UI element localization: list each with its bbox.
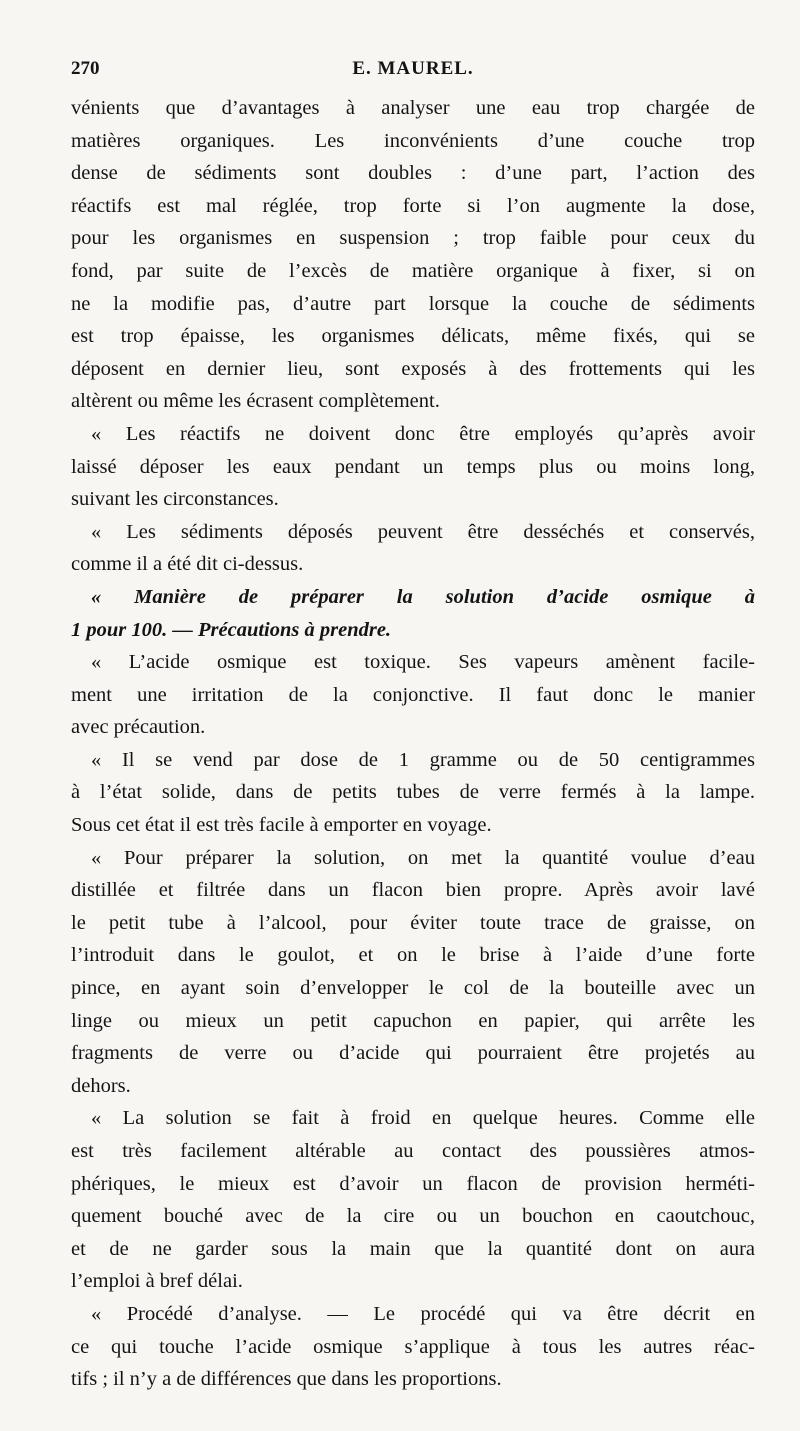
text-line: le petit tube à l’alcool, pour éviter toute trace de graisse, on: [71, 911, 755, 934]
section-heading-line: 1 pour 100. — Précautions à prendre.: [71, 618, 392, 641]
text-line: « Il se vend par dose de 1 gramme ou de 50 centigrammes: [91, 748, 755, 771]
text-line: déposent en dernier lieu, sont exposés à des frottements qui les: [71, 357, 755, 380]
running-head: E. MAUREL.: [352, 58, 474, 79]
text-line: et de ne garder sous la main que la quantité dont on aura: [71, 1237, 755, 1260]
text-line: vénients que d’avantages à analyser une eau trop chargée de: [71, 97, 755, 119]
text-line: linge ou mieux un petit capuchon en papier, qui arrête les: [71, 1009, 755, 1032]
text-line: pince, en ayant soin d’envelopper le col de la bouteille avec un: [71, 977, 755, 1000]
text-line: distillée et filtrée dans un flacon bien propre. Après avoir lavé: [71, 879, 755, 902]
section-heading-line: « Manière de préparer la solution d’acide osmique à: [91, 585, 755, 608]
text-line: réactifs est mal réglée, trop forte si l’on augmente la dose,: [71, 194, 755, 217]
text-line: avec précaution.: [71, 716, 206, 739]
text-line: ce qui touche l’acide osmique s’applique à tous les autres réac-: [71, 1335, 755, 1358]
text-line: « Les réactifs ne doivent donc être employés qu’après avoir: [91, 422, 755, 445]
text-line: est trop épaisse, les organismes délicats, même fixés, qui se: [71, 325, 755, 348]
page-header: [71, 58, 755, 88]
text-line: altèrent ou même les écrasent complètement.: [71, 390, 440, 413]
text-line: fragments de verre ou d’acide qui pourraient être projetés au: [71, 1042, 755, 1065]
text-line: « La solution se fait à froid en quelque heures. Comme elle: [91, 1107, 755, 1130]
text-line: à l’état solide, dans de petits tubes de verre fermés à la lampe.: [71, 781, 755, 804]
text-line: « Pour préparer la solution, on met la quantité voulue d’eau: [91, 846, 755, 869]
text-line: ne la modifie pas, d’autre part lorsque la couche de sédiments: [71, 292, 755, 315]
text-line: l’introduit dans le goulot, et on le brise à l’aide d’une forte: [71, 944, 755, 967]
text-line: dense de sédiments sont doubles : d’une part, l’action des: [71, 162, 755, 185]
text-line: « Les sédiments déposés peuvent être desséchés et conservés,: [91, 520, 755, 543]
text-line: comme il a été dit ci-dessus.: [71, 553, 304, 576]
text-line: dehors.: [71, 1074, 131, 1097]
text-line: quement bouché avec de la cire ou un bouchon en caoutchouc,: [71, 1205, 755, 1228]
page-number: 270: [71, 58, 100, 79]
text-line: est très facilement altérable au contact des poussières atmos-: [71, 1140, 755, 1162]
text-line: suivant les circonstances.: [71, 488, 279, 511]
text-line: ment une irritation de la conjonctive. Il faut donc le manier: [71, 683, 755, 706]
text-line: l’emploi à bref délai.: [71, 1270, 243, 1293]
text-line: pour les organismes en suspension ; trop faible pour ceux du: [71, 227, 755, 250]
text-line: matières organiques. Les inconvénients d’une couche trop: [71, 129, 755, 152]
body-text: [71, 92, 755, 1396]
text-line: phériques, le mieux est d’avoir un flacon de provision herméti-: [71, 1172, 755, 1195]
text-line: « Procédé d’analyse. — Le procédé qui va être décrit en: [91, 1302, 755, 1325]
text-line: fond, par suite de l’excès de matière organique à fixer, si on: [71, 259, 755, 282]
text-line: Sous cet état il est très facile à emporter en voyage.: [71, 814, 492, 837]
text-line: laissé déposer les eaux pendant un temps plus ou moins long,: [71, 455, 755, 478]
text-line: tifs ; il n’y a de différences que dans les proportions.: [71, 1368, 502, 1391]
text-line: « L’acide osmique est toxique. Ses vapeurs amènent facile-: [91, 651, 755, 674]
